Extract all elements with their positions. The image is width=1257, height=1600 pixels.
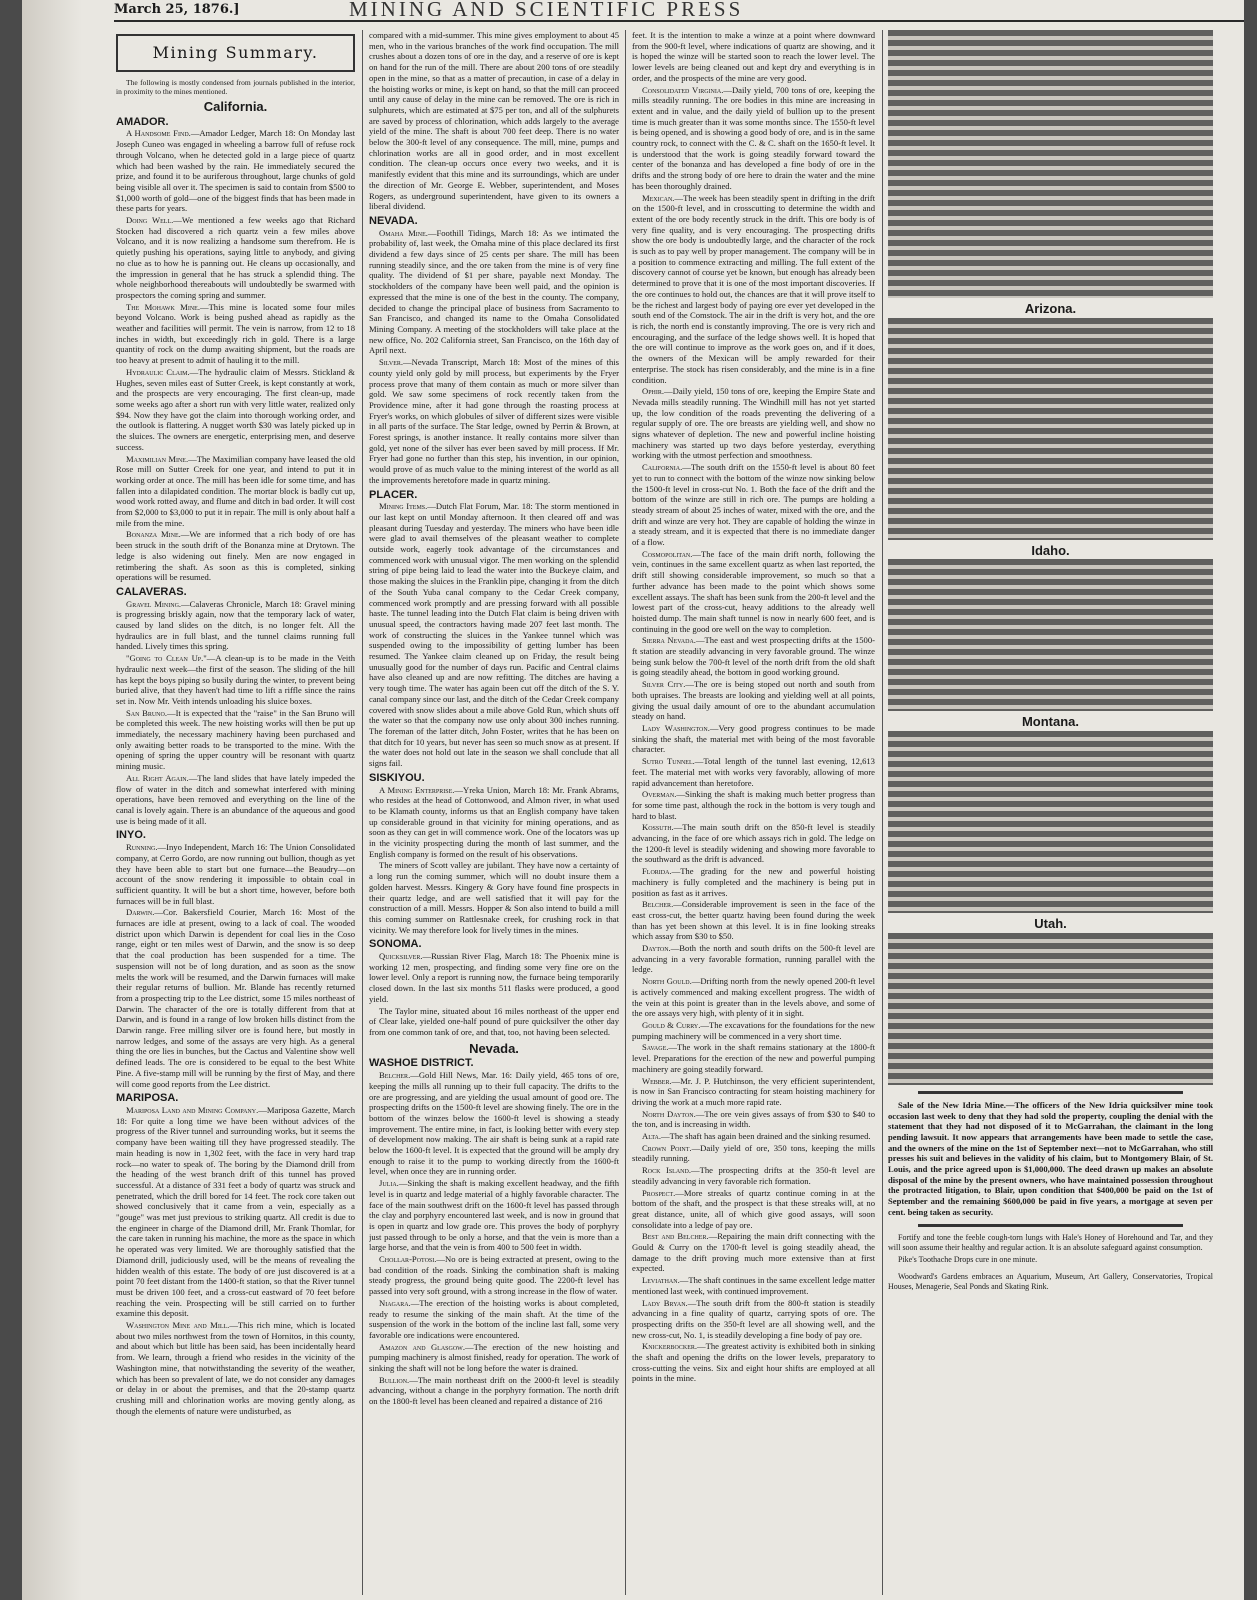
county-amador: AMADOR. xyxy=(116,115,169,128)
article-body: —The ore vein gives assays of from $30 to $40 to the ton, and is increasing in width. xyxy=(632,1108,875,1130)
article xyxy=(369,951,619,1005)
article xyxy=(632,1231,875,1274)
illegible-text-block xyxy=(888,318,1213,540)
article xyxy=(632,899,875,942)
section-arizona: Arizona. xyxy=(1024,301,1077,316)
article-lead: Lady Washington. xyxy=(642,723,710,733)
article-lead: Maximilian Mine. xyxy=(126,453,189,464)
article xyxy=(632,462,875,548)
advertisement xyxy=(888,1272,1213,1293)
ad-text: Woodward's Gardens embraces an Aquarium, Museum, Art Gallery, Conservatories, Tropical Houses, Menagerie, Seal Ponds and Skating Rink. xyxy=(888,1271,1213,1292)
article-lead: "Going to Clean Up." xyxy=(126,653,207,664)
article-lead: Crown Point. xyxy=(642,1142,692,1153)
article-lead: Gould & Curry. xyxy=(642,1019,701,1030)
article xyxy=(369,228,619,356)
article-body: —The south drift from the 800-ft station is steadily advancing in a fine quality of quartz, carrying spots of ore. The prospecting drifts on the 350-ft level are all showing well, and the new cross-cut, No. 1, is steadily developing a fine body of pay ore. xyxy=(632,1297,875,1340)
article-body: —The main northeast drift on the 2000-ft level is steadily advancing, without a change in the porphyry formation. The north drift on the 1800-ft level has been cleaned and repaired a distance of 216 xyxy=(369,1374,619,1407)
article-body: —Very good progress continues to be made sinking the shaft, the material met with being of the most favorable character. xyxy=(632,723,875,755)
article xyxy=(632,85,875,192)
article-lead: A Mining Enterprise. xyxy=(379,784,455,795)
article xyxy=(116,773,355,827)
article xyxy=(369,860,619,935)
article xyxy=(369,1070,619,1177)
article-lead: Ophir. xyxy=(642,386,665,397)
article xyxy=(632,976,875,1019)
article-body: —The shaft has again been drained and the sinking resumed. xyxy=(661,1131,871,1142)
article xyxy=(632,1020,875,1041)
county-placer: PLACER. xyxy=(369,488,418,501)
article-body: —We mentioned a few weeks ago that Richard Stocken had discovered a rich quartz vein a few miles above Volcano, and it is now realizing a handsome sum therefrom. He is quietly pushing his operations, saying little to anybody, and giving no clue as to how he is panning out. He cleans up occasionally, and the impression in general that he has struck a splendid thing. The whole neighborhood thereabouts will undoubtedly be swarmed with prospectors the coming spring and summer. xyxy=(116,215,355,300)
article-body: —The erection of the new hoisting and pumping machinery is almost finished, ready for operation. The work of sinking the shaft will not be long before the water is drained. xyxy=(369,1341,619,1374)
article-lead: San Bruno. xyxy=(126,707,167,718)
mining-summary-heading: Mining Summary. xyxy=(116,34,355,72)
article-lead: Rock Island. xyxy=(642,1165,691,1176)
article-lead: Gravel Mining. xyxy=(126,598,182,609)
article-lead: Belcher. xyxy=(642,899,674,910)
section-utah: Utah. xyxy=(1034,916,1067,932)
article xyxy=(116,708,355,772)
county-nevada: NEVADA. xyxy=(369,214,418,227)
article-body: —Gold Hill News, Mar. 16: Daily yield, 465 tons of ore, keeping the mills all running up to their full capacity. The drifts to the ore are progressing, and are yielding the usual amount of good ore. The prospecting drifts on the 1500-ft level are showing finely. The ore in the bottom of the winzes below the 1600-ft level is showing a steady improvement. The entire mine, in fact, is looking better with every step of development now making. The air shaft is being sunk at a rapid rate below the 1600-ft level. It is expected that the ground will be amply dry enough to raise it to the pump to working directly from the 1600-ft level, when once they are in running order. xyxy=(369,1070,619,1177)
article xyxy=(632,1188,875,1231)
article xyxy=(369,1006,619,1038)
ad-text: Pike's Toothache Drops cure in one minute. xyxy=(898,1254,1038,1264)
illegible-text-block xyxy=(888,731,1213,913)
article-lead: All Right Again. xyxy=(126,772,189,783)
column-4 xyxy=(888,30,1213,1595)
article-body: —Inyo Independent, March 16: The Union Consolidated company, at Cerro Gordo, are now running out bullion, though as yet they have been able to start but one furnace—the Beaudry—on account of the snow rendering it impossible to obtain coal in sufficient quantity. It will be but a short time, however, before both furnaces will be in full blast. xyxy=(116,842,355,906)
article-lead: Knickerbocker. xyxy=(642,1341,698,1352)
article-body: —The grading for the new and powerful hoisting machinery is fully completed and the machinery is being put in position as fast as it arrives. xyxy=(632,866,875,898)
article-body: compared with a mid-summer. This mine gives employment to about 45 men, who in the various branches of the work find occupation. The mill crushes about a dozen tons of ore in the day, and a reserve of ore is kept on hand for the run of the mill. There are about 200 tons of ore steadily open in the mine, so that as a matter of precaution, in case of a delay in the hoisting works or mine, is kept on hand, so that the mill can proceed until any cause of delay in the mine can be removed. The ore is rich in sulphurets, which are estimated at $75 per ton, and all of the sulphurets are saved by process of chlorination, which adds largely to the average yield of the mine. The shaft is about 700 feet deep. There is no water below the 300-ft level of any consequence. The mill, mine, pumps and chlorination works are all in good order, and in most excellent condition. The clean-up occurs once every two weeks, and it is manifestly evident that this mine and its surroundings, which are under the direction of Mr. George E. Webber, superintendent, and Moses Rogers, as underground superintendent, have given to its owners a liberal dividend. xyxy=(369,30,619,212)
article xyxy=(116,842,355,906)
article-body: —Both the north and south drifts on the 500-ft level are advancing in a very favorable formation, running parallel with the ledge. xyxy=(632,943,875,975)
article xyxy=(369,1254,619,1297)
article xyxy=(632,1042,875,1074)
column-rule xyxy=(362,30,363,1595)
article-lead: Doing Well. xyxy=(126,215,174,226)
article-body: —The prospecting drifts at the 350-ft level are steadily advancing in very favorable rich formation. xyxy=(632,1165,875,1186)
article-lead: Niagara. xyxy=(379,1297,411,1308)
article xyxy=(632,723,875,755)
article-body: —Daily yield, 150 tons of ore, keeping the Empire State and Nevada mills steadily running. The Windhill mill has not yet started up, the low condition of the roads preventing the delivering of a regular supply of ore. The ore breasts are yielding well, and show no signs whatever of depletion. The new and powerful incline hoisting machinery was started up two days before yesterday, everything working with the utmost perfection and smoothness. xyxy=(632,386,875,461)
article xyxy=(116,215,355,301)
county-sonoma: SONOMA. xyxy=(369,938,422,951)
article-lead: Silver City. xyxy=(642,679,686,690)
advertisement xyxy=(888,1255,1213,1266)
article xyxy=(888,1100,1213,1218)
article xyxy=(632,679,875,722)
article-body: —The main south drift on the 850-ft level is steadily advancing, in the face of ore which assays rich in gold. The ledge on the 1200-ft level is steadily widening and showing more favorable to the southward as the drift is advanced. xyxy=(632,822,875,865)
article-lead: Sutro Tunnel. xyxy=(642,756,695,767)
article-lead: North Gould. xyxy=(642,976,692,987)
article-lead: Silver. xyxy=(379,357,404,368)
article xyxy=(632,1076,875,1108)
article xyxy=(369,357,619,485)
article-lead: Leviathan. xyxy=(642,1275,680,1286)
article-body: —The ore is being stoped out north and south from both upraises. The breasts are looking and yielding well at all points, giving the usual daily amount of ore to the abundant accumulation steady on hand. xyxy=(632,679,875,722)
page-gutter-shadow xyxy=(22,0,82,1600)
column-rule xyxy=(625,30,626,1595)
article-body: —Dutch Flat Forum, Mar. 18: The storm mentioned in our last kept on until Monday afternoon. It then cleared off and was pleasant during Tuesday and yesterday. The miners who have been idle were glad to avail themselves of the pleasant weather to complete outside work, eagerly took advantage of the circumstances and commenced work with unusual vigor. The men working on the splendid string of pipe being laid to lead the water into the Buckeye claim, and those making the sluices in the Franklin pipe, changing it from the ditch of the South Yuba canal company to the Cedar Creek company, commenced work promptly and are pressing forward with all possible haste. The tunnel leading into the Dutch Flat claim is being driven with unusual speed, the contractors having made 207 feet last month. The work of constructing the sluices in the Yankee tunnel which was suspended owing to the impossibility of getting lumber has been resumed. The Yankee claim cleaned up on Friday, the result being unusually good for the number of days run. Pacific and Central claims have also cleaned up and are now refitting. The ditches are having a very tough time. The water has again been cut off the ditch of the S. Y. canal company since our last, and the ditch of the Cedar Creek company covered with snow slides about a mile above Gold Run, which shuts off the water so that the company now use only about 300 inches running. The foreman of the latter ditch, John Foster, writes that he has been on that ditch for 10 years, but never has seen so much snow as at present. If the water does not hold out late in the season we shall conclude that all signs fail. xyxy=(369,501,619,769)
article-body: —The face of the main drift north, following the vein, continues in the same excellent quartz as when last reported, the drift still showing considerable improvement, so much so that a further advance has been made to the point which shows some excellent assays. The shaft has been sunk from the 200-ft level and the lowest part of the cross-cut, heavy additions to the already well hoisted dump. The main shaft tunnel is now in nearly 600 feet, and is continuing in the good ore well on the way to completion. xyxy=(632,548,875,634)
article xyxy=(632,1275,875,1296)
article-lead: Consolidated Virginia. xyxy=(642,84,724,95)
illegible-text-block xyxy=(888,559,1213,711)
article xyxy=(116,907,355,1089)
article-body: —The shaft continues in the same excellent ledge matter mentioned last week, with continued improvement. xyxy=(632,1275,875,1296)
article-lead: Lady Bryan. xyxy=(642,1297,688,1308)
article-body: —The Maximilian company have leased the old Rose mill on Sutter Creek for one year, and intend to put it in working order at once. The mill has been idle for some time, and has fallen into a dilapidated condition. The mortar block is badly cut up, wood work rotted away, and flume and ditch in bad order. It will cost from $2,000 to $3,000 to put it in repair. The mill is only about half a mile from the mine. xyxy=(116,453,355,528)
article xyxy=(632,193,875,386)
illegible-text-block xyxy=(888,30,1213,298)
article xyxy=(632,30,875,84)
article-lead: Mexican. xyxy=(642,192,675,203)
article xyxy=(116,302,355,366)
article xyxy=(116,367,355,453)
divider xyxy=(918,1091,1183,1094)
article-lead: Washington Mine and Mill. xyxy=(126,1320,230,1331)
district-washoe: WASHOE DISTRICT. xyxy=(369,1057,474,1070)
article-body: —The south drift on the 1550-ft level is about 80 feet yet to run to connect with the bottom of the winze now sinking below the 1500-ft level in cross-cut No. 1. Both the face of the drift and the bottom of the winze are still in rich ore. The pumps are holding a steady stream of about 25 inches of water, mixed with the ore, and the drift and winze are very hot. They are capable of holding the winze in a steady stream, and it is expected that there is no immediate danger of a flow. xyxy=(632,462,875,548)
article-body: —Sinking the shaft is making much better progress than for some time past, although the rock in the bottom is very tough and hard to blast. xyxy=(632,789,875,821)
article-lead: Omaha Mine. xyxy=(379,227,428,238)
article-lead: Alta. xyxy=(642,1131,661,1142)
column-3 xyxy=(632,30,875,1595)
article-body: —Mariposa Gazette, March 18: For quite a long time we have been without advices of the progress of the River tunnel and surrounding works, but it seems the company have been waiting till they have progressed steadily. The main heading is now in 1,302 feet, with the face in very hard trap rock—no water to speak of. The boring by the Diamond drill from the heading of the west branch drift of this tunnel has proved successful. At a distance of 331 feet a body of quartz was struck and penetrated, which the drill bored for 14 feet. The rock core taken out showed conclusively that it came from a vein, especially as a "gouge" was met just previous to striking quartz. All credit is due to the engineer in charge of the Diamond drill, Mr. Frank Thomlar, for the care taken in running his machine, the more as the space in which he operated was very limited. We are thoroughly satisfied that the Diamond drill, judiciously used, will be the means of revealing the hidden wealth of this estate. The body of ore just discovered is at a point 70 feet distant from the 1400-ft station, so that the River tunnel must be driven 100 feet, and a cross-cut eastward of 70 feet before reaching the vein. Prospecting will be still carried on to further examine this deposit. xyxy=(116,1104,355,1319)
article xyxy=(116,653,355,707)
article-body: —The work in the shaft remains stationary at the 1800-ft level. Preparations for the erection of the new and powerful pumping machinery are going steadily forward. xyxy=(632,1042,875,1074)
article-body: —The hydraulic claim of Messrs. Stickland & Hughes, seven miles east of Sutter Creek, is kept constantly at work, and the prospects are very encouraging. The first clean-up, made some weeks ago after a short run with very little water, realized only $94. Now they have got the claim into thorough working order, and the outlook is flattering. A nugget worth $30 was lately picked up in the sluices. The owners are energetic, enterprising men, and deserve success. xyxy=(116,366,355,452)
article-body: Sale of the New Idria Mine.—The officers of the New Idria quicksilver mine took occasion last week to deny that they had sold the property, coupling the denial with the statement that they had not disposed of it to McGarrahan, the claimant in the long pending lawsuit. It now appears that arrangements have been made to settle the case, and the owners of the mine on the 1st of September next—not to McGarrahan, who still presses his suit and believes in the validity of his claim, but to Montgomery Blair, of St. Louis, and the price agreed upon is $1,000,000. The deed drawn up makes an absolute disposal of the mine by the present owners, who have maintained possession throughout the protracted litigation, to Blair, upon condition that $400,000 be paid on the 1st of September and the remaining $600,000 be paid in five years, a mortgage at seven per cent. being taken as security. xyxy=(888,1099,1213,1217)
article-body: —Drifting north from the newly opened 200-ft level is actively commenced and making excellent progress. The width of the vein at this point is greater than in the levels above, and some of the ore assays very high, with plenty of it in sight. xyxy=(632,976,875,1019)
article-body: —The east and west prospecting drifts at the 1500-ft station are steadily advancing in very favorable ground. The winze being sunk below the 700-ft level of the north drift from the old shaft is going steadily ahead, the bottom in good working ground. xyxy=(632,635,875,678)
article xyxy=(632,549,875,635)
article-body: —Repairing the main drift connecting with the Gould & Curry on the 1700-ft level is going steadily ahead, the damage to the drift proving much more extensive than at first expected. xyxy=(632,1231,875,1274)
article-body: —We are informed that a rich body of ore has been struck in the south drift of the Bonanza mine at Drytown. The ledge is also widening out finely. Men are now engaged in retimbering the shaft. As soon as this is completed, sinking operations will be resumed. xyxy=(116,529,355,583)
article-lead: The Mohawk Mine. xyxy=(126,301,200,312)
article-lead: Savage. xyxy=(642,1042,669,1053)
article xyxy=(369,785,619,860)
article-lead: Darwin. xyxy=(126,907,155,918)
article-lead: Bullion. xyxy=(379,1374,410,1385)
article-body: —The erection of the hoisting works is about completed, ready to resume the sinking of the main shaft. At the time of the suspension of the work in the bottom of the incline last fall, some very favorable ore indications were encountered. xyxy=(369,1297,619,1340)
section-nevada: Nevada. xyxy=(469,1040,519,1056)
article xyxy=(369,1178,619,1253)
article-body: —Considerable improvement is seen in the face of the east cross-cut, the better quartz having been found during the week than has yet been shown at this level. It is in fine looking streaks which assay from $30 to $50. xyxy=(632,899,875,942)
article-body: —Yreka Union, March 18: Mr. Frank Abrams, who resides at the head of Cottonwood, and Almon river, in what used to be Klamath county, informs us that an English company have taken up considerable ground in that vicinity for mining operations, and as soon as they can get in will commence work. One of the locators was up in the vicinity prospecting during the month of last summer, and the English company is formed on the result of his observations. xyxy=(369,784,619,859)
article-body: —Total length of the tunnel last evening, 12,613 feet. The material met with works very favorably, allowing of more rapid advancement than heretofore. xyxy=(632,756,875,788)
article-body: —It is expected that the "raise" in the San Bruno will be completed this week. The new hoisting works will then be put up immediately, the necessary machinery having been purchased and only awaiting better roads to be transported to the mine. With the opening of spring the upper country will be resonant with quartz mining music. xyxy=(116,707,355,772)
column-rule xyxy=(882,30,883,1595)
article-lead: Bonanza Mine. xyxy=(126,529,181,540)
article xyxy=(632,1298,875,1341)
article-body: The miners of Scott valley are jubilant. They have now a certainty of a long run the coming summer, which will no doubt insure them a golden harvest. Messrs. Kingery & Gory have found fine prospects in their quartz ledge, and are well satisfied that it will pay for the construction of a mill. Messrs. Hopper & Son also intend to build a mill this coming summer on Rattlesnake creek, for crushing rock in that vicinity. We may therefore look for lively times in the mines. xyxy=(369,860,619,935)
article-body: —This mine is located some four miles beyond Volcano. Work is being pushed ahead as rapidly as the weather and facilities will permit. The vein is narrow, from 12 to 18 inches in width, but exceedingly rich in gold. There is a large quantity of rock on the dump awaiting shipment, but the roads are too heavy at present to admit of hauling it to the mill. xyxy=(116,301,355,366)
article xyxy=(116,454,355,529)
article xyxy=(116,1320,355,1416)
ad-text: Fortify and tone the feeble cough-torn lungs with Hale's Honey of Horehound and Tar, and they will soon assume their healthy and regular action. It is an absolute safeguard against consumption. xyxy=(888,1232,1213,1253)
article xyxy=(632,822,875,865)
article xyxy=(369,30,619,212)
article-lead: Quicksilver. xyxy=(379,951,423,962)
article-lead: Belcher. xyxy=(379,1070,411,1081)
article xyxy=(632,1341,875,1384)
article-lead: Chollar-Potosi. xyxy=(379,1254,437,1265)
article-body: The Taylor mine, situated about 16 miles northeast of the upper end of Clear lake, yielded one-half pound of pure quicksilver the other day from one common tank of ore, and that, too, not having been selected. xyxy=(369,1005,619,1037)
section-california: California. xyxy=(203,99,268,114)
article xyxy=(632,386,875,461)
county-mariposa: MARIPOSA. xyxy=(116,1092,179,1105)
section-montana: Montana. xyxy=(1021,714,1080,730)
article-lead: Prospect. xyxy=(642,1187,676,1198)
article-lead: Hydraulic Claim. xyxy=(126,366,190,377)
article-lead: Julia. xyxy=(379,1178,399,1189)
article xyxy=(632,1165,875,1186)
illegible-text-block xyxy=(888,933,1213,1085)
article-body: —No ore is being extracted at present, owing to the bad condition of the roads. Sinking the combination shaft is making steady progress, the ground being quite good. The 2200-ft level has passed into very soft ground, with a strong increase in the flow of water. xyxy=(369,1254,619,1297)
article xyxy=(632,635,875,678)
article-lead: Mariposa Land and Mining Company. xyxy=(126,1104,259,1115)
masthead xyxy=(114,0,1244,22)
article-body: —Daily yield, 700 tons of ore, keeping the mills steadily running. The ore bodies in this mine are increasing in extent and in value, and the daily yield of bullion up to the present time is much greater than it was some months since. The 1550-ft level is being opened, and is showing a good body of ore, and is in the same country rock, to connect with the C. & C. shaft on the 1650-ft level. It is understood that the work is going steadily forward toward the center of the bonanza and has developed a fine body of ore in the drifts and the strong body of ore here to drain the water and the mine has been thoroughly drained. xyxy=(632,84,875,191)
article xyxy=(116,599,355,653)
article xyxy=(369,1375,619,1407)
column-1 xyxy=(116,30,355,1595)
article xyxy=(116,529,355,583)
article-lead: Sierra Nevada. xyxy=(642,635,696,646)
article xyxy=(632,943,875,975)
article-lead: Running. xyxy=(126,842,158,853)
article-body: —This rich mine, which is located about two miles northwest from the town of Hornitos, in this county, and about which but little has been said, has been incidentally heard from. We learn, through a friend who resides in the vicinity of the Washington mine, that notwithstanding the severity of the weather, which has been so prevalent of late, we do not consider any damages or delay in or about the premises, and that the 20-stamp quartz crushing mill and chlorination works are moving gently along, as though the elements of nature were undisturbed, as xyxy=(116,1320,355,1416)
article-body: —The land slides that have lately impeded the flow of water in the ditch and somewhat interfered with mining operations, have been removed and everything on the line of the canal is lovely again. There is an abundance of the aqueous and good use is being made of it all. xyxy=(116,772,355,826)
article-body: —Nevada Transcript, March 18: Most of the mines of this county yield only gold by mill process, but experiments by the Fryer process prove that many of them contain as much or more silver than gold. We saw some specimens of rock recently taken from the Providence mine, after it had gone through the roasting process at Fryer's works, on which globules of silver of different sizes were visible in all parts of the surface. The Star ledge, owned by Perrin & Brown, at Forest springs, is another instance. It really contains more silver than gold, yet none of the silver has ever been saved by mill process. If Mr. Fryer had gone no further than this step, his invention, in our opinion, would prove of as much value to the mining interest of the world as all the improvements heretofore made in quartz mining. xyxy=(369,357,619,485)
article-lead: Webber. xyxy=(642,1075,672,1086)
article-body: —The excavations for the foundations for the new pumping machinery will be commenced in a very short time. xyxy=(632,1019,875,1041)
article-lead: Florida. xyxy=(642,866,672,877)
article-body: —A clean-up is to be made in the Veith hydraulic next week—the first of the season. The sliding of the hill has kept the boys piping so busily during the winter, to prevent being buried alive, that they haven't had time to lift a riffle since the rains set in. Now Mr. Veith intends unloading his sluice boxes. xyxy=(116,653,355,706)
article-body: —The greatest activity is exhibited both in sinking the shaft and opening the drifts on the lower levels, preparatory to cross-cutting the veins. Six and eight hour shifts are employed at all points in the mine. xyxy=(632,1341,875,1384)
article-body: —The week has been steadily spent in drifting in the drift on the 1500-ft level, and in crosscutting to determine the width and extent of the ore body recently struck in the drift. This ore body is of very fine quality, and is very encouraging. The prospecting drifts show the ore body is undoubtedly large, and the character of the rock is such as to pay well by proper management. The company will be in a position to commence extracting and milling. The full extent of the discovery cannot of course yet be known, but enough has already been determined to prove that it is one of the most important discoveries. If the ore continues to hold out, the chances are that it will prove itself to be the richest and largest body of paying ore ever yet developed in the south end of the Comstock. The air in the drift is very hot, and the ore is rich, the north end is constantly improving. The ore is very rich and encouraging, and the surface of the ledge shows well. It is hoped that the ore will continue to improve as the work goes on, and if it does, the owners of the Mexican will be amply rewarded for their enterprise. The stock has risen considerably, and the mine is in a fine condition. xyxy=(632,192,875,385)
article-body: —Calaveras Chronicle, March 18: Gravel mining is progressing briskly again, now that the temporary lack of water, caused by land slides on the ditch, is no longer felt. All the hydraulics are in full blast, and the tunnel claims running full handed. Lively times this spring. xyxy=(116,598,355,652)
article-body: —More streaks of quartz continue coming in at the bottom of the shaft, and the prospect is that these streaks will, at no great distance, unite, all of which give good assays, will soon consolidate into a ledge of pay ore. xyxy=(632,1187,875,1230)
article xyxy=(632,1131,875,1142)
article-body: —Russian River Flag, March 18: The Phoenix mine is working 12 men, prospecting, and finding some very fine ore on the lower level. Only a report is running now, the furnace being temporarily closed down. In the last six months 511 flasks were produced, a good yield. xyxy=(369,951,619,1004)
article xyxy=(116,1105,355,1319)
divider xyxy=(918,1224,1183,1227)
article xyxy=(369,1298,619,1341)
article-body: —Cor. Bakersfield Courier, March 16: Most of the furnaces are idle at present, owing to a lack of coal. The wooded district upon which Darwin is dependent for coal lies in the Coso range, eight or ten miles west of Darwin, and the snow is so deep that the coal production has been suspended for a time. The suspension will not be of long duration, and as soon as the snow melts the work will be resumed, and the Darwin furnaces will make their regular returns of bullion. Mr. Blande has recently returned from a prospecting trip to the Lee district, some 15 miles northeast of Darwin. The character of the ore is totally different from that at Darwin, and is found in a range of low broken hills distinct from the Darwin range. Free milling silver ore is found here, but mostly in narrow ledges, and some of the assays are very high. As a general thing the ore lies in bunches, but the Cactus and Valentine show well defined leads. The ore is considered to be equal to the best White Pine. A five-stamp mill will be running by the first of May, and there will come good reports from the Lee district. xyxy=(116,907,355,1089)
article-lead: Amazon and Glasgow. xyxy=(379,1341,465,1352)
article xyxy=(369,501,619,769)
article xyxy=(632,866,875,898)
article xyxy=(632,1143,875,1164)
article xyxy=(116,128,355,214)
county-calaveras: CALAVERAS. xyxy=(116,585,187,598)
column-2 xyxy=(369,30,619,1595)
county-siskiyou: SISKIYOU. xyxy=(369,771,425,784)
article-lead: Best and Belcher. xyxy=(642,1231,709,1242)
article-lead: Overman. xyxy=(642,789,677,800)
article-lead: A Handsome Find. xyxy=(126,128,191,139)
article-lead: North Dayton. xyxy=(642,1108,696,1119)
article-lead: Cosmopolitan. xyxy=(642,548,693,559)
article-body: feet. It is the intention to make a winze at a point where downward from the 900-ft level, where indications of quartz are showing, and it is hoped the winze will be started soon to reach the lower level. The lower levels are being cleaned out and kept dry and everything is in order, and the prospects of the mine are very good. xyxy=(632,30,875,83)
section-idaho: Idaho. xyxy=(1031,542,1070,558)
article xyxy=(632,1109,875,1130)
article-lead: Dayton. xyxy=(642,943,671,954)
issue-date: March 25, 1876.] xyxy=(114,2,240,17)
article xyxy=(632,756,875,788)
article-body: —Amador Ledger, March 18: On Monday last Joseph Cuneo was engaged in wheeling a barrow full of refuse rock through Volcano, when he detected gold in a large piece of quartz which had been washed by the rain. He immediately secured the prize, and found it to be auriferous throughout, large chunks of gold being visible all over it. The specimen is said to contain from $500 to $1,000 worth of gold—one of the biggest finds that has been made in these parts for years. xyxy=(116,128,355,214)
article-lead: California. xyxy=(642,462,683,473)
article-lead: Mining Items. xyxy=(379,501,428,512)
county-inyo: INYO. xyxy=(116,829,146,842)
advertisement xyxy=(888,1233,1213,1254)
newspaper-title: MINING AND SCIENTIFIC PRESS xyxy=(349,0,744,21)
article-lead: Kossuth. xyxy=(642,822,674,833)
newspaper-page xyxy=(22,0,1244,1600)
article xyxy=(632,789,875,821)
intro-note: The following is mostly condensed from journals published in the interior, in proximity to the mines mentioned. xyxy=(116,78,355,96)
article-body: —Sinking the shaft is making excellent headway, and the fifth level is in quartz and ledge material of a highly favorable character. The face of the main southwest drift on the 1600-ft level has passed through the clay and porphyry encountered last week, and is now in ground that is open in quartz and low grade ore. This proves the body of porphyry just passed through to be only a horse, and that the vein is more than a large horse, and that the vein is from 400 to 500 feet in width. xyxy=(369,1178,619,1253)
article-body: —Mr. J. P. Hutchinson, the very efficient superintendent, is now in San Francisco contracting for steam hoisting machinery for driving the work at a much more rapid rate. xyxy=(632,1075,875,1107)
article-body: —Daily yield of ore, 350 tons, keeping the mills steadily running. xyxy=(632,1142,875,1164)
article xyxy=(369,1342,619,1374)
article-body: —Foothill Tidings, March 18: As we intimated the probability of, last week, the Omaha mine of this place declared its first dividend a few days since of 25 cents per share. The mill has been running steadily since, and the ore taken from the mine is of very fine quality. The dividend of $1 per share, payable next Monday. The stockholders of the company have been well paid, and the opinion is expressed that the mine is one of the best in the county. The company, decided to change the principal place of business from Sacramento to San Francisco, and changed its name to the Omaha Consolidated Mining Company. A meeting of the stockholders will take place at the new office, No. 202 California street, San Francisco, on the 16th day of April next. xyxy=(369,227,619,356)
